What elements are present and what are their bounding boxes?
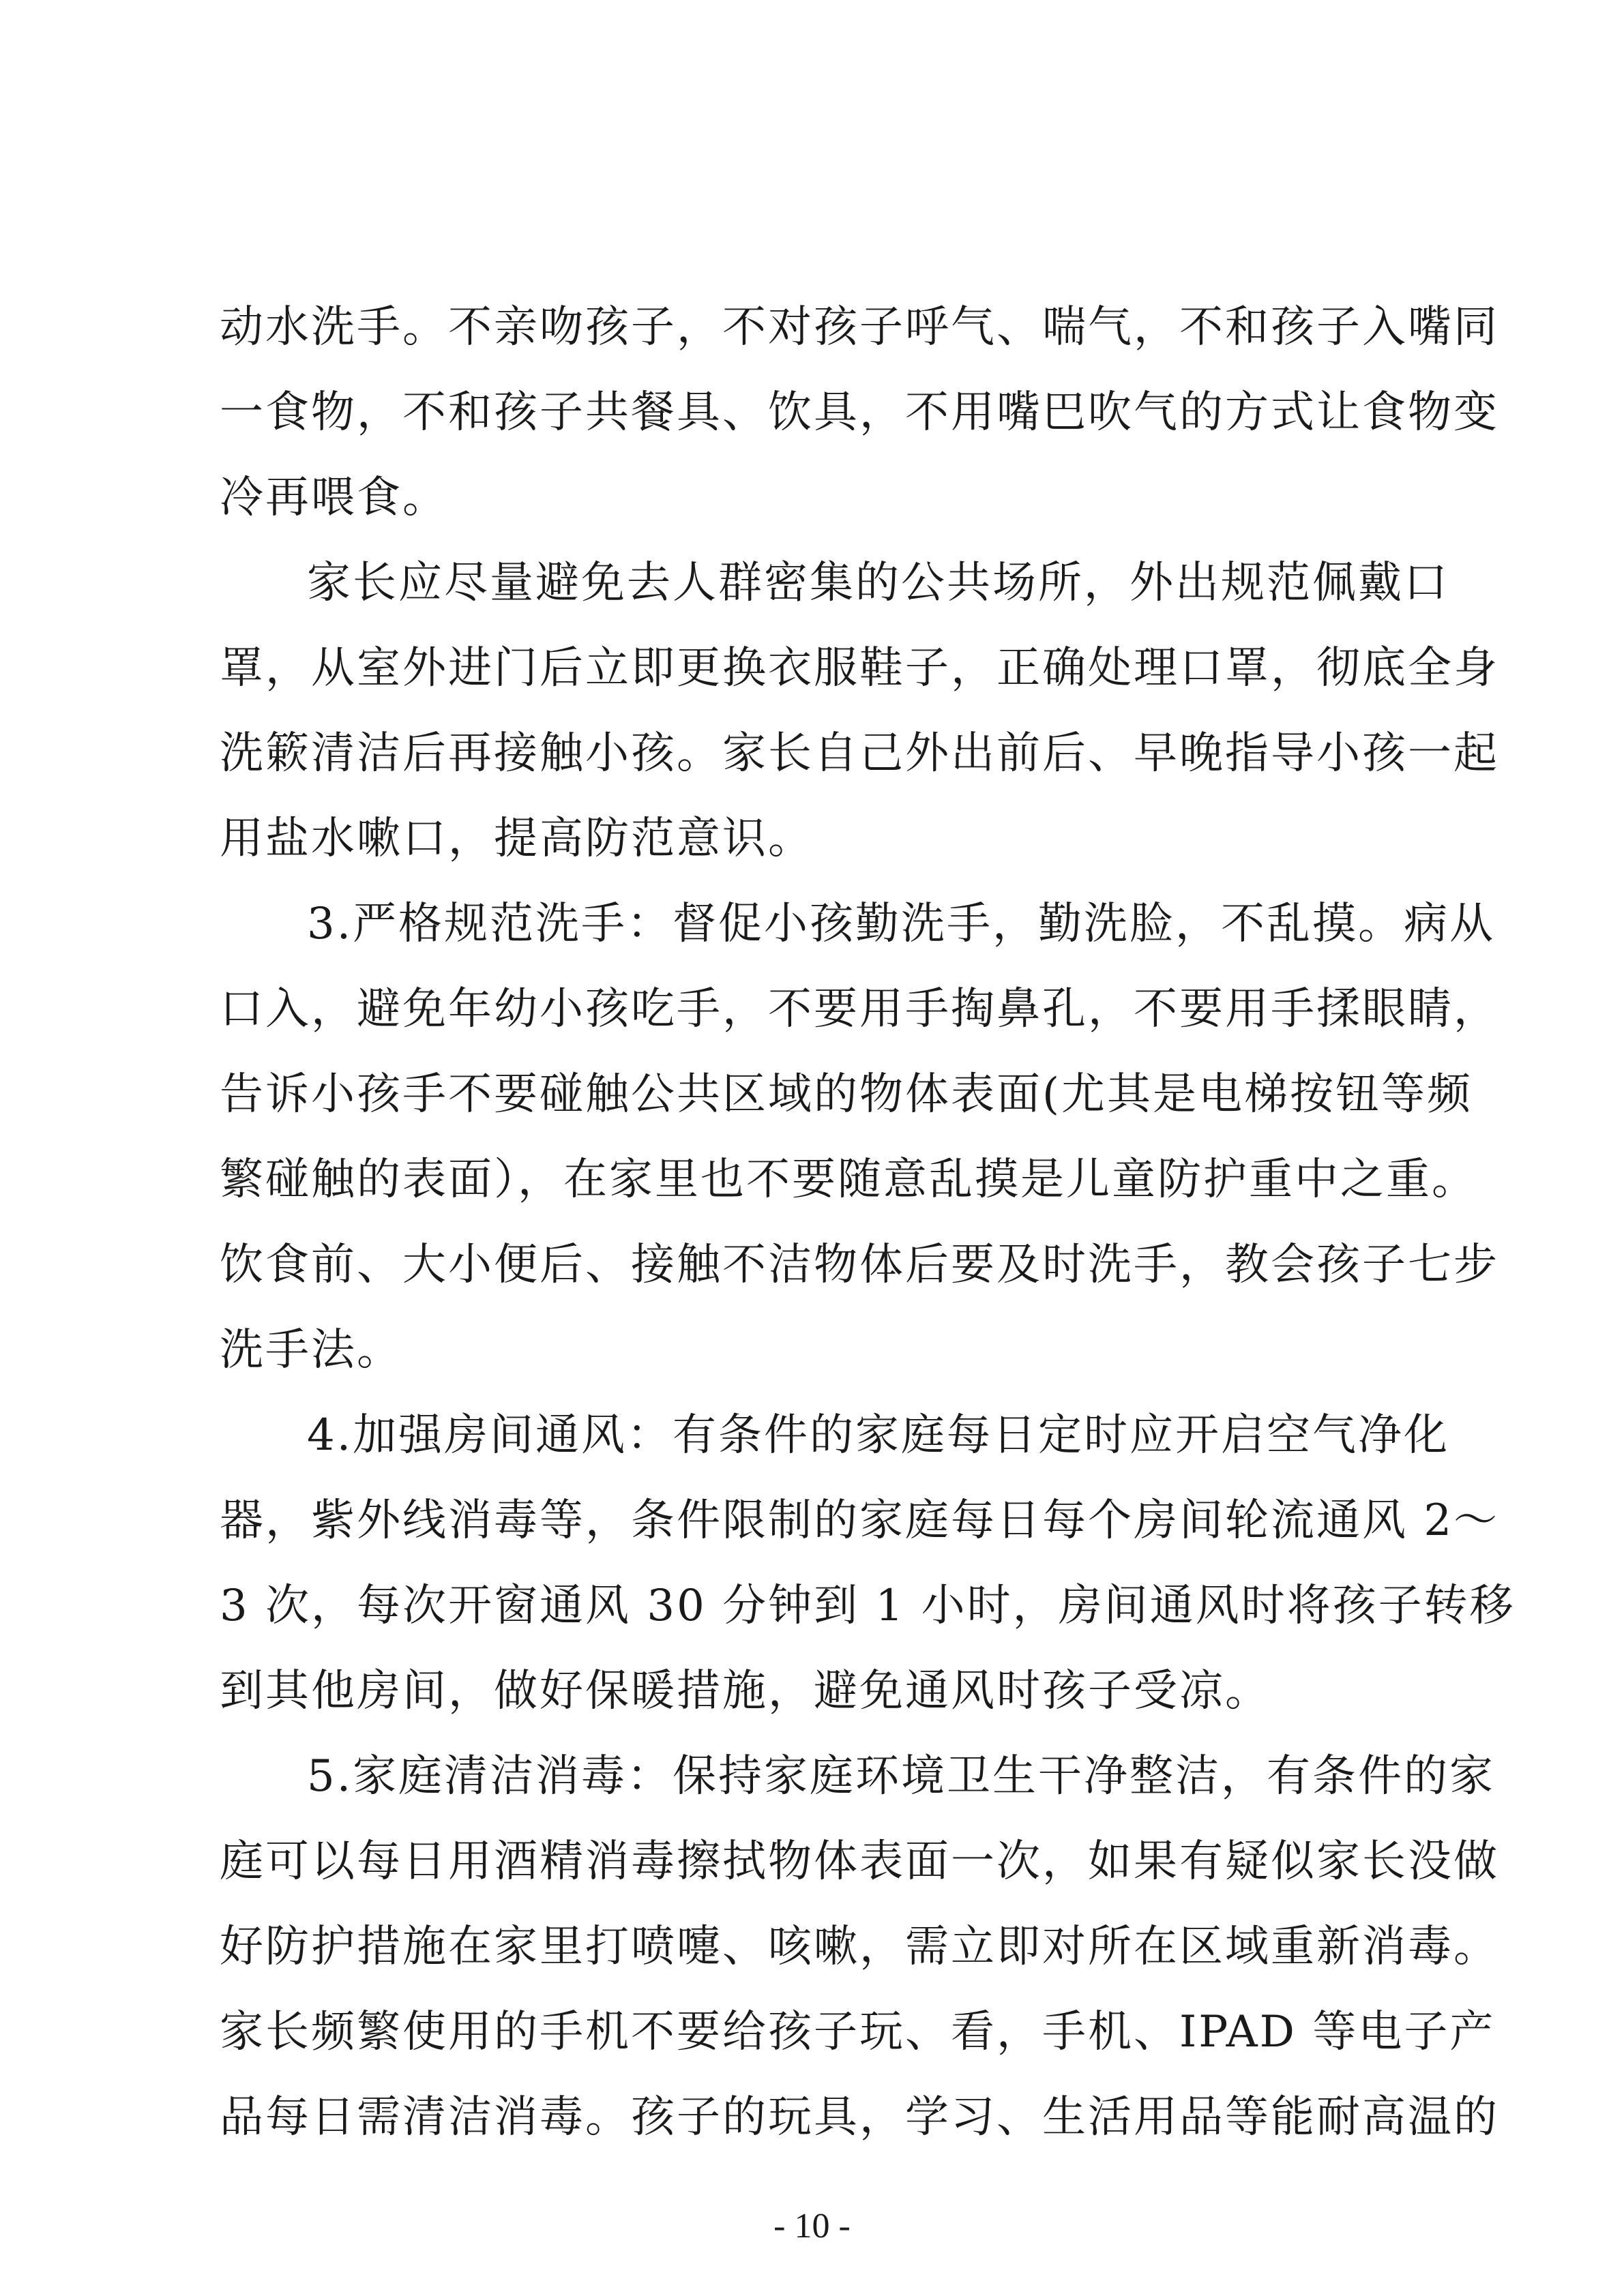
body-text-line: 庭可以每日用酒精消毒擦拭物体表面一次，如果有疑似家长没做	[220, 1836, 1499, 1887]
body-text-line: 器，紫外线消毒等，条件限制的家庭每日每个房间轮流通风 2～	[220, 1495, 1500, 1546]
body-text-line: 罩，从室外进门后立即更换衣服鞋子，正确处理口罩，彻底全身	[220, 643, 1499, 694]
paragraph-first-line: 家长应尽量避免去人群密集的公共场所，外出规范佩戴口	[307, 558, 1449, 608]
page-number: - 10 -	[773, 2207, 851, 2246]
body-text-line: 3 次，每次开窗通风 30 分钟到 1 小时，房间通风时将孩子转移	[220, 1581, 1516, 1631]
body-text-line: 好防护措施在家里打喷嚏、咳嗽，需立即对所在区域重新消毒。	[220, 1922, 1499, 1972]
body-text-line: 一食物，不和孩子共餐具、饮具，不用嘴巴吹气的方式让食物变	[220, 387, 1499, 438]
body-text-line: 家长频繁使用的手机不要给孩子玩、看，手机、IPAD 等电子产	[220, 2007, 1496, 2057]
section-heading-cleaning: 5.家庭清洁消毒：保持家庭环境卫生干净整洁，有条件的家	[307, 1751, 1496, 1802]
section-heading-wash-hands: 3.严格规范洗手：督促小孩勤洗手，勤洗脸，不乱摸。病从	[307, 899, 1496, 949]
body-text-line: 繁碰触的表面），在家里也不要随意乱摸是儿童防护重中之重。	[220, 1154, 1477, 1205]
body-text-line: 冷再喂食。	[220, 473, 448, 523]
body-text-line: 到其他房间，做好保暖措施，避免通风时孩子受凉。	[220, 1666, 1271, 1716]
body-text-line: 洗手法。	[220, 1325, 402, 1375]
section-heading-ventilation: 4.加强房间通风：有条件的家庭每日定时应开启空气净化	[307, 1410, 1450, 1461]
body-text-line: 口入，避免年幼小孩吃手，不要用手掏鼻孔，不要用手揉眼睛，	[220, 984, 1499, 1034]
body-text-line: 品每日需清洁消毒。孩子的玩具，学习、生活用品等能耐高温的	[220, 2092, 1499, 2143]
body-text-line: 洗簌清洁后再接触小孩。家长自己外出前后、早晚指导小孩一起	[220, 728, 1499, 779]
body-text-line: 动水洗手。不亲吻孩子，不对孩子呼气、喘气，不和孩子入嘴同	[220, 302, 1499, 353]
body-text-line: 用盐水嗽口，提高防范意识。	[220, 814, 814, 864]
body-text-line: 告诉小孩手不要碰触公共区域的物体表面(尤其是电梯按钮等频	[220, 1069, 1473, 1120]
body-text-line: 饮食前、大小便后、接触不洁物体后要及时洗手，教会孩子七步	[220, 1240, 1499, 1290]
